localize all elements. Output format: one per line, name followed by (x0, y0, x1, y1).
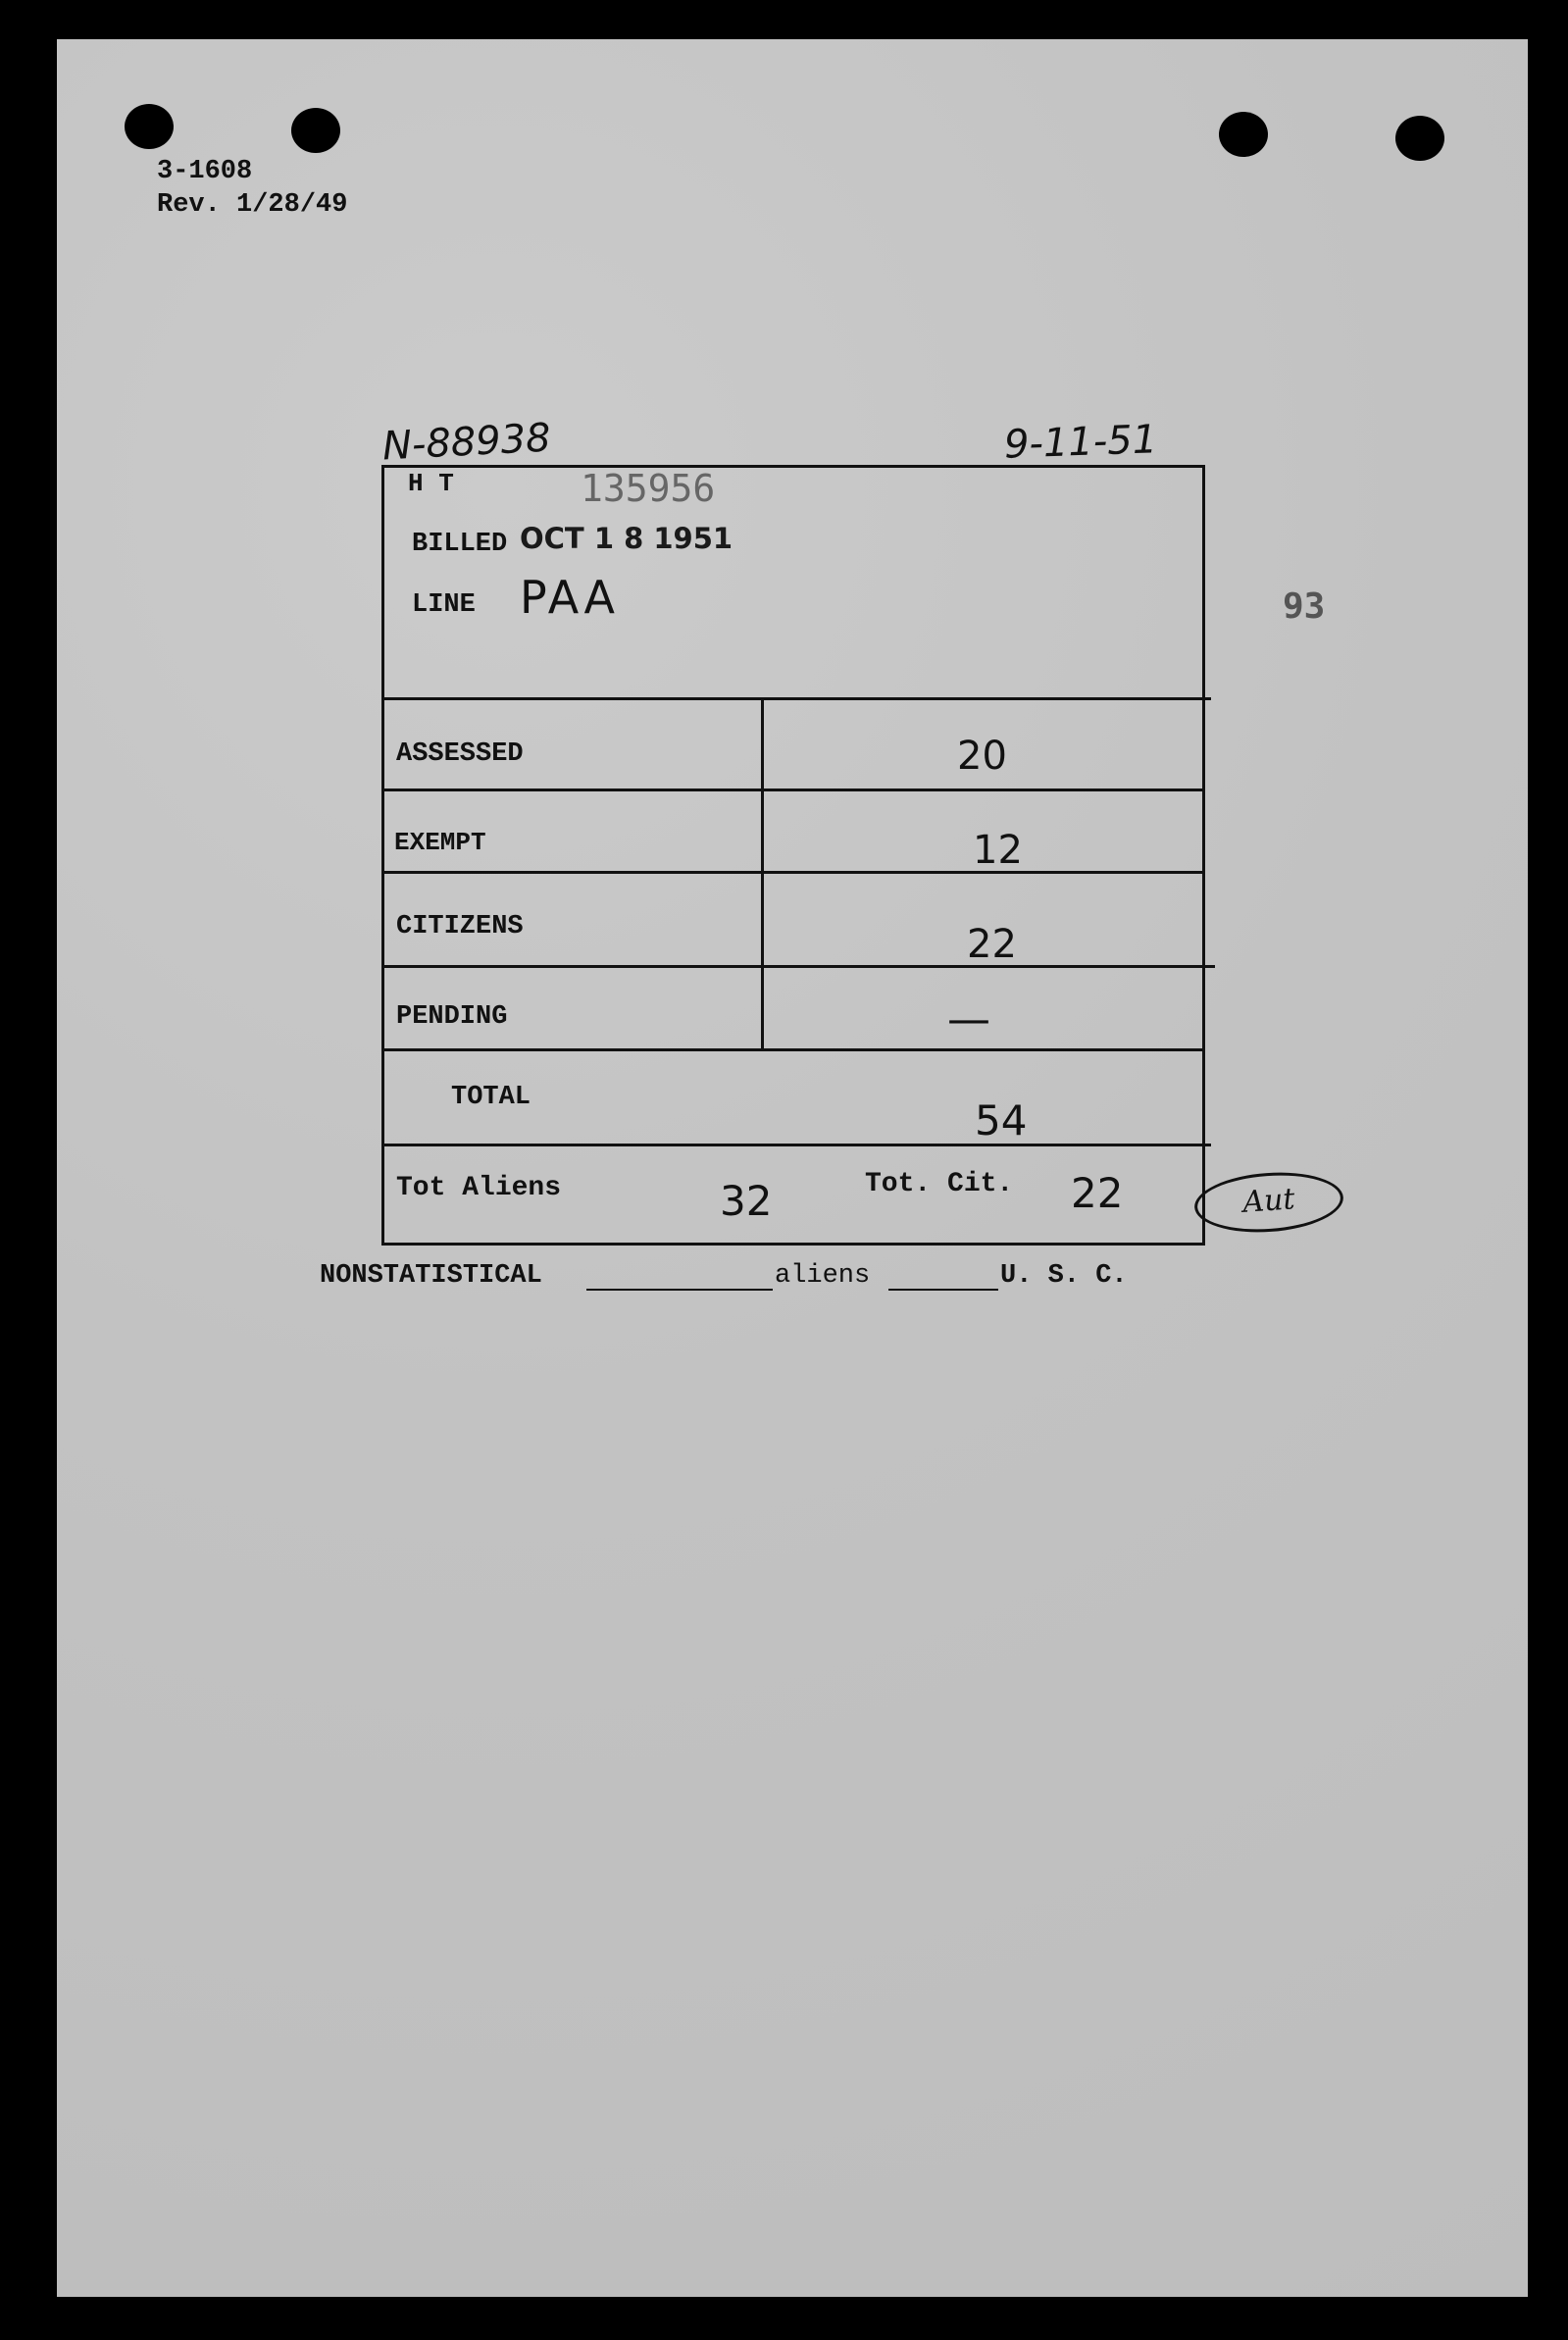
total-label: TOTAL (451, 1083, 531, 1112)
page-number: 93 (1283, 586, 1326, 627)
tot-cit-label: Tot. Cit. (865, 1169, 1014, 1199)
rule-header-bottom (381, 697, 1211, 700)
exempt-value: 12 (973, 828, 1023, 873)
line-value-handwritten: PAA (520, 571, 620, 624)
file-number-handwritten: N-88938 (380, 415, 552, 470)
punch-hole-right-2 (1395, 116, 1444, 161)
rule-after-exempt (381, 871, 1205, 874)
rule-after-citizens (381, 965, 1215, 968)
citizens-label: CITIZENS (396, 912, 524, 941)
line-label: LINE (412, 590, 476, 620)
form-revision: Rev. 1/28/49 (157, 190, 348, 220)
form-number: 3-1608 (157, 157, 253, 186)
punch-hole-left-2 (291, 108, 340, 153)
tot-aliens-label: Tot Aliens (396, 1173, 562, 1203)
ht-label: H T (408, 469, 454, 498)
tot-aliens-value: 32 (720, 1177, 773, 1225)
nonstatistical-blank (586, 1289, 773, 1291)
total-value: 54 (975, 1096, 1028, 1145)
rule-after-pending (381, 1048, 1205, 1051)
billed-label: BILLED (412, 530, 508, 559)
assessed-label: ASSESSED (396, 739, 524, 769)
tally-box (381, 465, 1205, 1246)
pending-value: — (947, 994, 990, 1044)
date-handwritten: 9-11-51 (1003, 417, 1158, 468)
ht-number-stamp: 135956 (581, 467, 716, 510)
form-code (157, 155, 347, 222)
exempt-label: EXEMPT (394, 828, 486, 857)
aliens-label: aliens (775, 1261, 871, 1291)
rule-after-assessed (381, 788, 1205, 791)
usc-label: U. S. C. (1000, 1261, 1128, 1291)
aliens-blank (888, 1289, 998, 1291)
assessed-value: 20 (957, 734, 1007, 779)
initials-signature: Aut (1192, 1168, 1345, 1237)
column-divider (761, 697, 764, 1048)
punch-hole-left-1 (125, 104, 174, 149)
rule-after-total (381, 1144, 1211, 1146)
punch-hole-right-1 (1219, 112, 1268, 157)
tot-cit-value: 22 (1071, 1169, 1124, 1217)
billed-date-stamp: OCT 1 8 1951 (520, 522, 733, 555)
pending-label: PENDING (396, 1002, 508, 1032)
citizens-value: 22 (967, 922, 1017, 967)
nonstatistical-label: NONSTATISTICAL (320, 1261, 542, 1291)
